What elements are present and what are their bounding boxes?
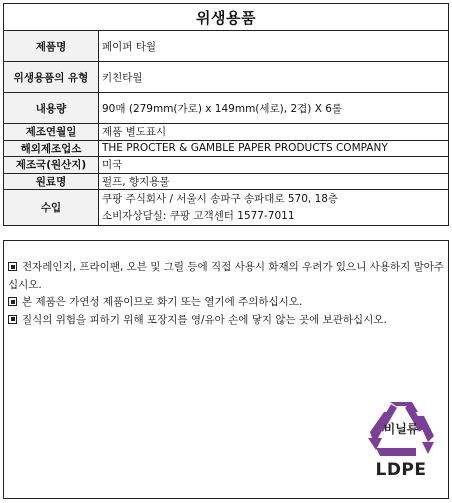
note-text: 전자레인지, 프라이팬, 오븐 및 그릴 등에 직접 사용시 화재의 우려가 있으니 사용하지 말아주십시오. — [8, 261, 445, 291]
row-key: 위생용품의 유형 — [4, 62, 99, 93]
table-row — [4, 140, 449, 157]
row-value — [99, 190, 449, 226]
row-key: 제조국(원산지) — [4, 157, 99, 174]
table-row — [4, 93, 449, 124]
row-key: 해외제조업소 — [4, 140, 99, 157]
hygiene-product-label — [3, 3, 449, 226]
row-key: 제품명 — [4, 31, 99, 62]
row-value: 페이퍼 타월 — [99, 31, 449, 62]
note-text: 본 제품은 가연성 제품이므로 화기 또는 열기에 주의하십시오. — [22, 296, 303, 308]
customer-service: 소비자상담실: 쿠팡 고객센터 1577-7011 — [102, 209, 295, 222]
row-key: 내용량 — [4, 93, 99, 124]
row-value: 펄프, 향지용물 — [99, 173, 449, 190]
square-bullet-icon — [8, 315, 17, 324]
note-item — [8, 259, 446, 294]
table-row — [4, 62, 449, 93]
note-item — [8, 294, 446, 312]
page-title — [3, 3, 449, 30]
table-row — [4, 173, 449, 190]
square-bullet-icon — [8, 262, 17, 271]
note-text: 질식의 위험을 피하기 위해 포장지를 영/유아 손에 닿지 않는 곳에 보관하십시오. — [22, 313, 387, 326]
recycle-category: 비닐류 — [383, 422, 419, 436]
recycle-material: LDPE — [375, 460, 427, 480]
table-row — [4, 31, 449, 62]
caution-notes-box — [3, 240, 449, 499]
title-text: 위생용품 — [196, 8, 256, 27]
caution-notes — [8, 259, 446, 329]
recycle-mark — [366, 398, 436, 488]
square-bullet-icon — [8, 297, 17, 306]
table-row — [4, 157, 449, 174]
row-key: 제조연월일 — [4, 124, 99, 141]
note-item — [8, 312, 446, 330]
table-row — [4, 124, 449, 141]
row-value: 키친타월 — [99, 62, 449, 93]
row-key: 원료명 — [4, 173, 99, 190]
row-value: THE PROCTER & GAMBLE PAPER PRODUCTS COMPANY — [99, 140, 449, 157]
row-value: 미국 — [99, 157, 449, 174]
table-row — [4, 190, 449, 226]
row-value: 제품 별도표시 — [99, 124, 449, 141]
row-key: 수입 — [4, 190, 99, 226]
row-value: 90매 (279mm(가로) x 149mm(세로), 2겹) X 6롤 — [99, 93, 449, 124]
importer-address: 쿠팡 주식회사 / 서울시 송파구 송파대로 570, 18층 — [102, 192, 339, 205]
spec-table — [3, 30, 449, 226]
